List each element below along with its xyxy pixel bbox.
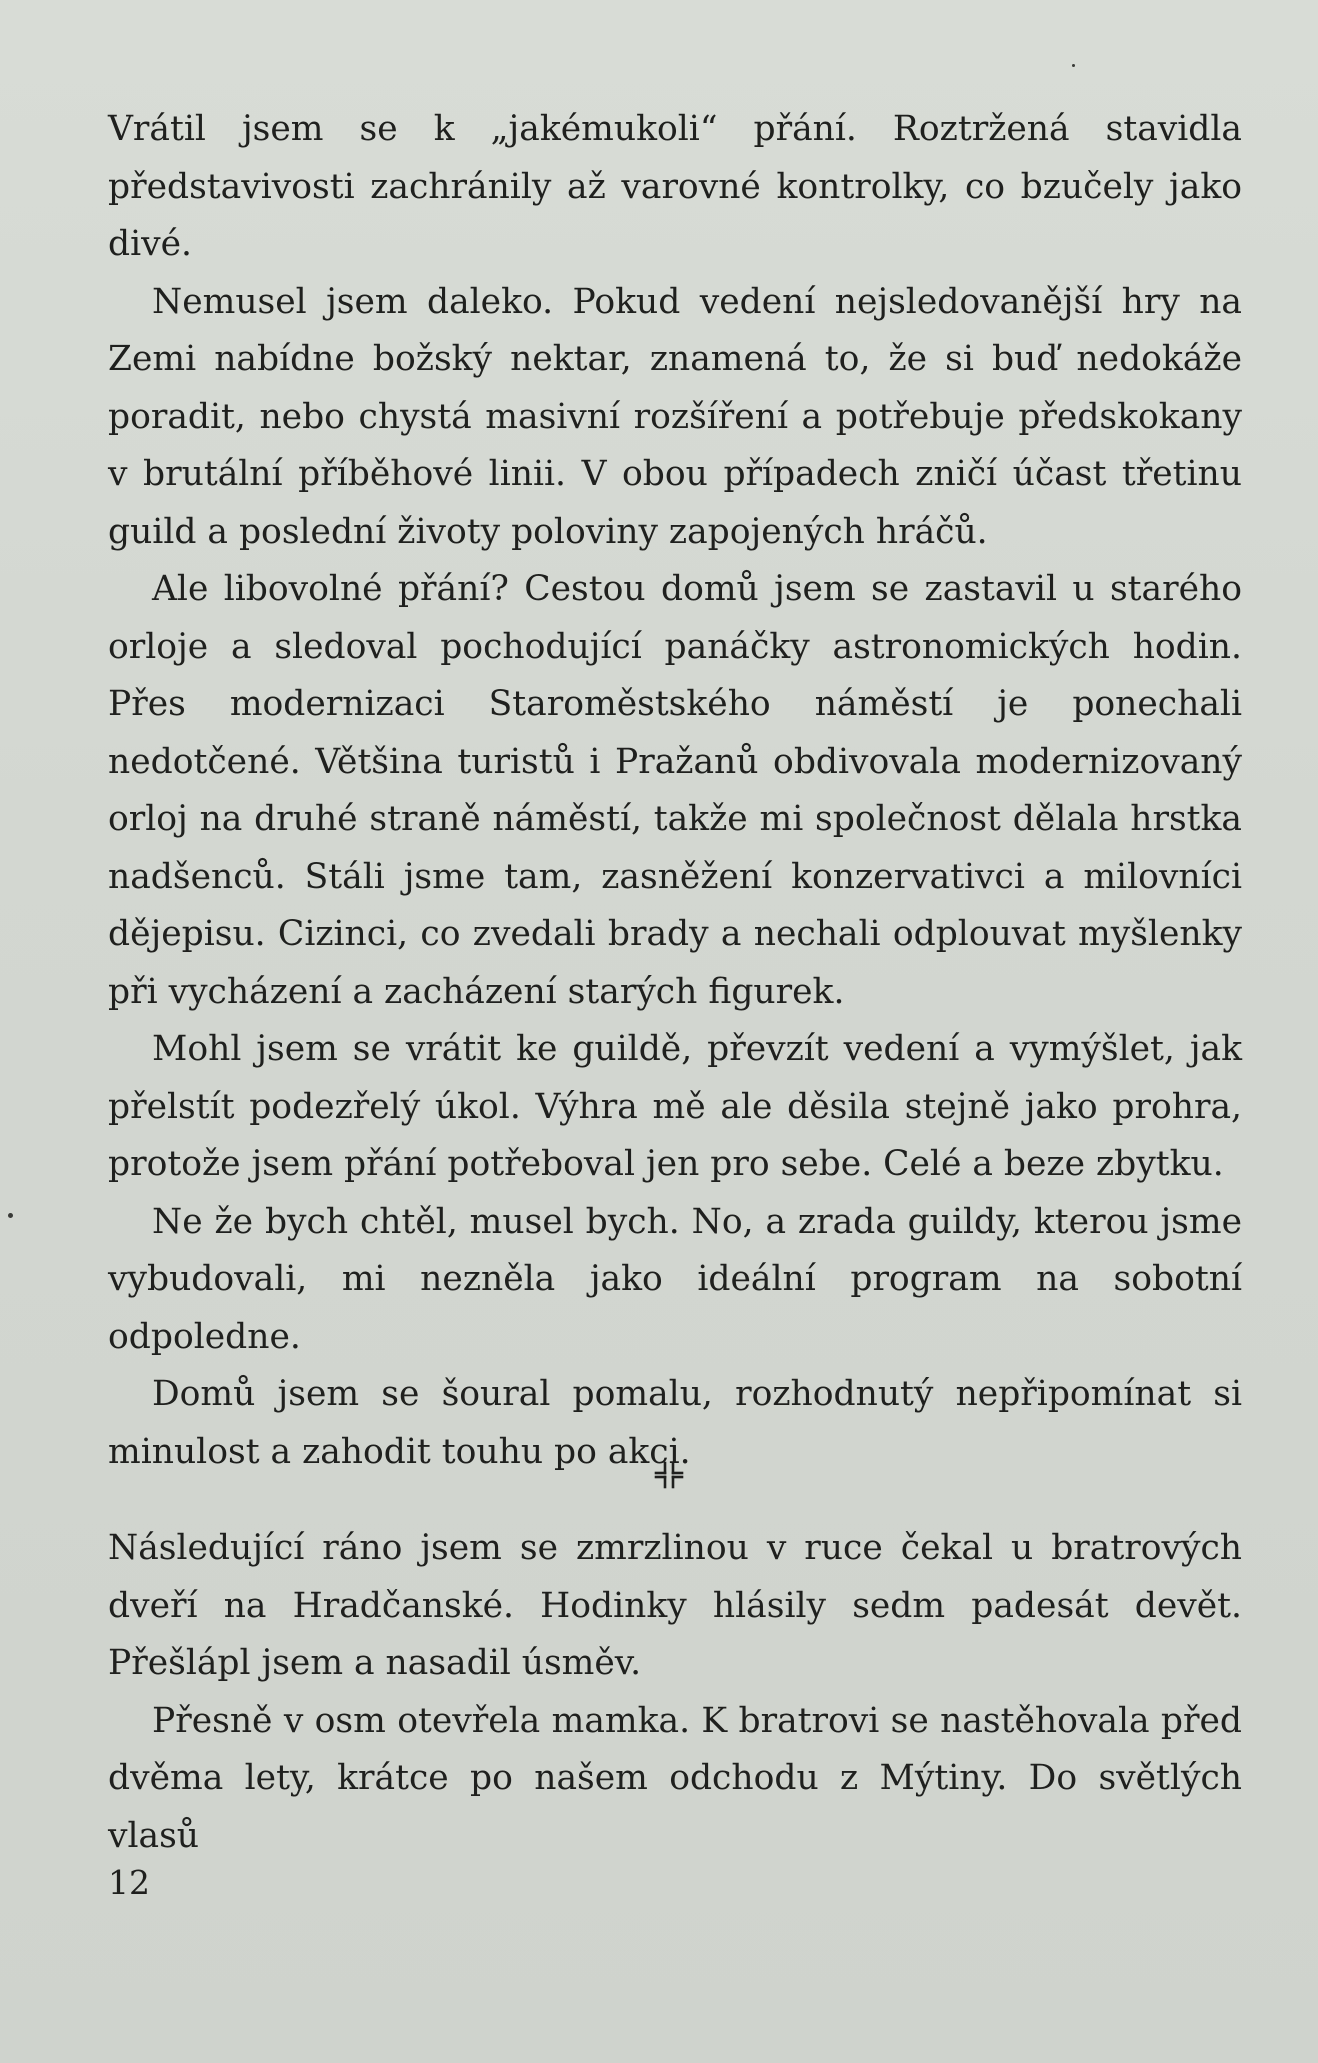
page-number: 12 [108, 1863, 150, 1902]
paragraph: Přesně v osm otevřela mamka. K bratrovi se nastěhovala před dvěma lety, krátce po našem odchodu z Mýtiny. Do světlých vlasů [108, 1700, 1242, 1856]
section-break-ornament-icon [649, 1455, 689, 1495]
paragraph: Domů jsem se šoural pomalu, rozhodnutý nepřipomínat si minulost a zahodit touhu po akci. [108, 1374, 1242, 1472]
paragraph: Vrátil jsem se k „jakémukoli“ přání. Roztržená stavidla představivosti zachránily až varovné kontrolky, co bzučely jako divé. [108, 109, 1242, 264]
paragraph: Ne že bych chtěl, musel bych. No, a zrada guildy, kterou jsme vybudovali, mi nezněla jako ideální program na sobotní odpoledne. [108, 1201, 1242, 1357]
body-text-bottom [108, 1520, 1242, 1865]
paragraph: Ale libovolné přání? Cestou domů jsem se zastavil u starého orloje a sledoval pochodující panáčky astronomických hodin. Přes modernizaci Staroměstského náměstí je ponechali nedotčené. Většina turistů i Pražanů obdivovala modernizovaný orloj na druhé straně náměstí, takže mi společnost dělala hrstka nadšenců. Stáli jsme tam, zasněžení konzervativci a milovníci dějepisu. Cizinci, co zvedali brady a nechali odplouvat myšlenky při vycházení a zacházení starých figurek. [108, 569, 1242, 1012]
paragraph: Nemusel jsem daleko. Pokud vedení nejsledovanější hry na Zemi nabídne božský nektar, znamená to, že si buď nedokáže poradit, nebo chystá masivní rozšíření a potřebuje předskokany v brutální příběhové linii. V obou případech zničí účast třetinu guild a poslední životy poloviny zapojených hráčů. [108, 281, 1242, 552]
body-text-top [108, 101, 1242, 1481]
paper-speck [1072, 64, 1075, 67]
paragraph: Následující ráno jsem se zmrzlinou v ruce čekal u bratrových dveří na Hradčanské. Hodinky hlásily sedm padesát devět. Přešlápl jsem a nasadil úsměv. [108, 1528, 1242, 1683]
paragraph: Mohl jsem se vrátit ke guildě, převzít vedení a vymýšlet, jak přelstít podezřelý úkol. Výhra mě ale děsila stejně jako prohra, protože jsem přání potřeboval jen pro sebe. Celé a beze zbytku. [108, 1029, 1242, 1184]
paper-speck [8, 1213, 13, 1218]
